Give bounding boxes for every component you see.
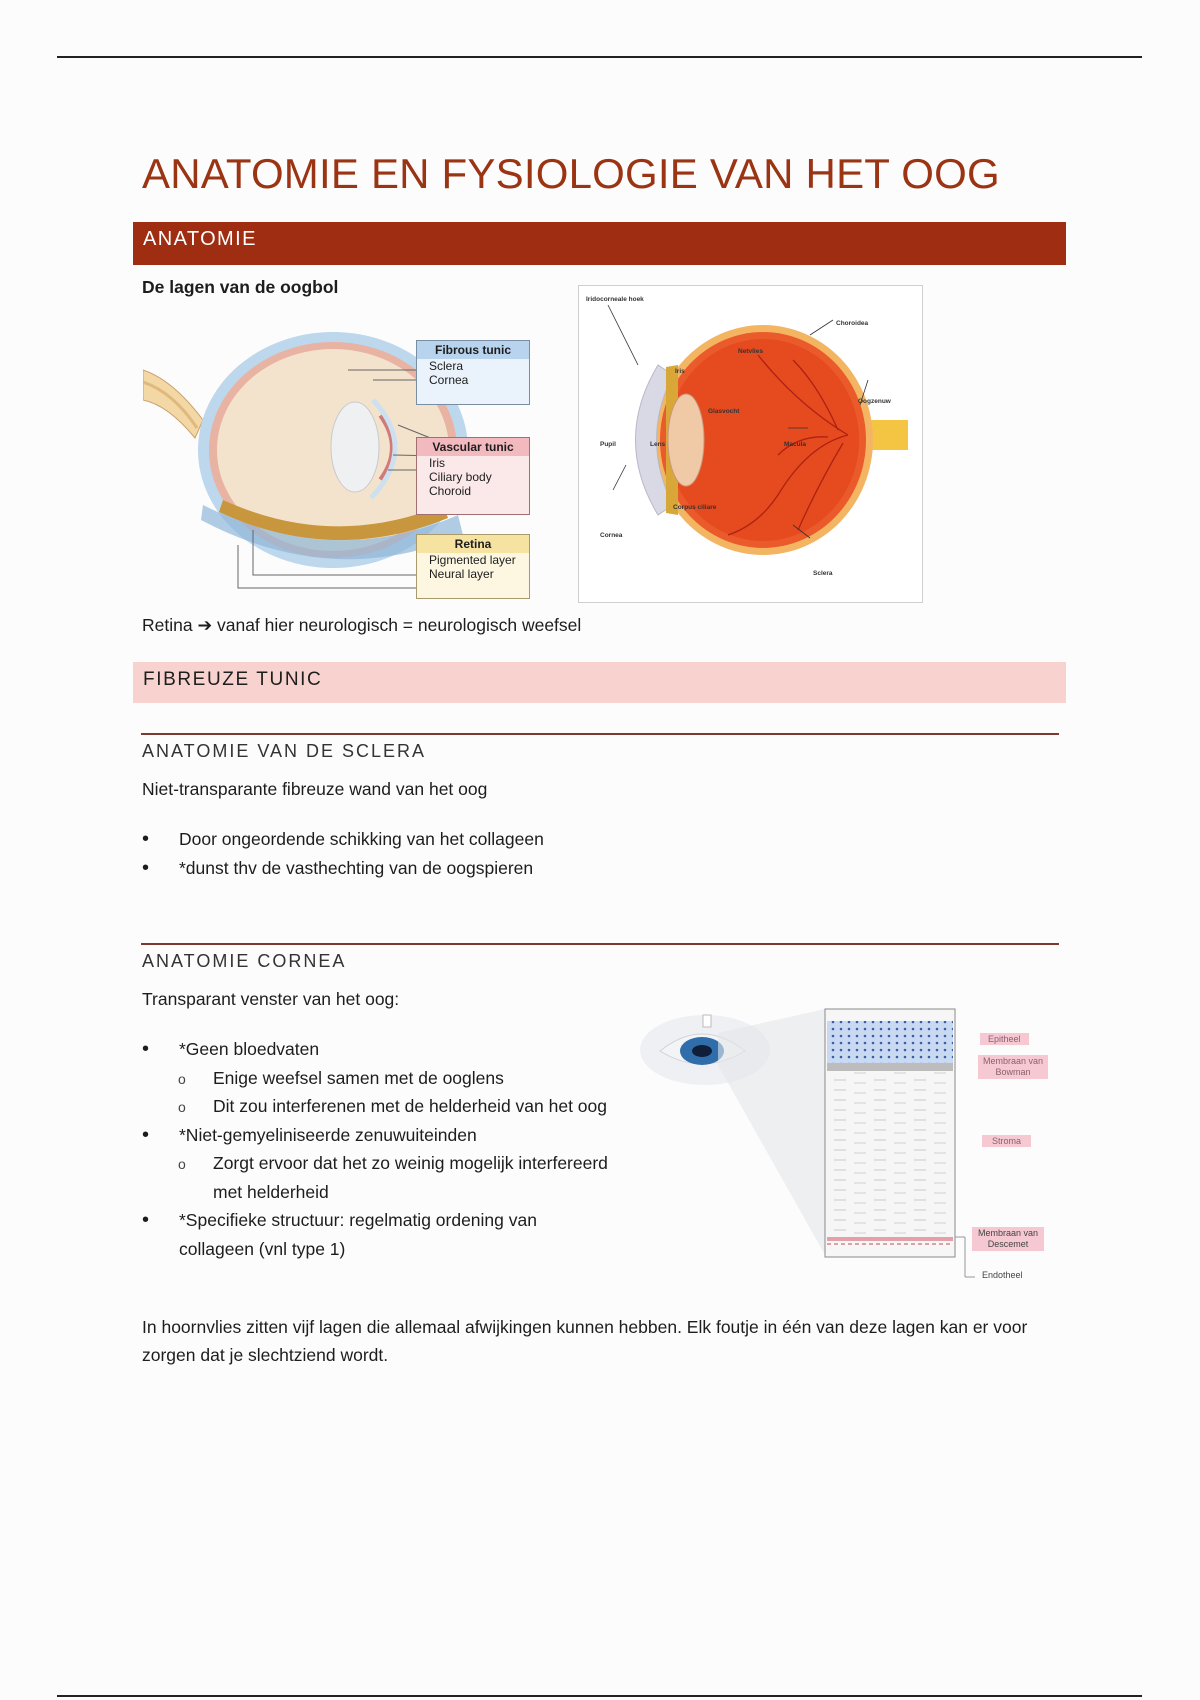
vascular-item: Choroid bbox=[429, 484, 472, 498]
bullet-text: *Niet-gemyeliniseerde zenuwuiteinden bbox=[179, 1124, 477, 1145]
vascular-item: Iris bbox=[429, 456, 445, 470]
retina-item: Pigmented layer bbox=[429, 553, 516, 567]
divider-cornea bbox=[141, 943, 1059, 945]
fig-label-iris: Iris bbox=[675, 368, 685, 375]
eye-cross-section-figure bbox=[578, 285, 923, 603]
layers-heading: De lagen van de oogbol bbox=[142, 277, 339, 297]
sub-list-item: o Dit zou interferenen met de helderheid van het oog bbox=[142, 1092, 612, 1121]
page-title: ANATOMIE EN FYSIOLOGIE VAN HET OOG bbox=[142, 150, 1000, 197]
section-label: FIBREUZE TUNIC bbox=[143, 669, 323, 690]
cornea-heading: ANATOMIE CORNEA bbox=[142, 951, 347, 971]
list-item: • *Specifieke structuur: regelmatig ordening van collageen (vnl type 1) bbox=[142, 1206, 612, 1263]
sub-list-item: o Enige weefsel samen met de ooglens bbox=[142, 1064, 612, 1093]
cornea-label-epitheel: Epitheel bbox=[980, 1033, 1029, 1045]
sclera-heading: ANATOMIE VAN DE SCLERA bbox=[142, 741, 427, 761]
fig-label-pupil: Pupil bbox=[600, 441, 616, 448]
divider-sclera bbox=[141, 733, 1059, 735]
fibrous-tunic-box bbox=[416, 340, 530, 405]
section-band-anatomie bbox=[133, 222, 1066, 265]
fig-label-netvlies: Netvlies bbox=[738, 348, 763, 355]
vascular-tunic-title: Vascular tunic bbox=[417, 438, 529, 456]
bottom-rule bbox=[57, 1695, 1142, 1697]
list-item bbox=[142, 1035, 612, 1121]
cornea-label-descemet: Membraan van Descemet bbox=[972, 1227, 1044, 1251]
sub-list bbox=[142, 1149, 612, 1206]
fig-label-oogzenuw: Oogzenuw bbox=[858, 398, 891, 405]
cornea-label-bowman: Membraan van Bowman bbox=[978, 1055, 1048, 1079]
section-label: ANATOMIE bbox=[143, 228, 257, 250]
fig-label-sclera: Sclera bbox=[813, 570, 833, 577]
vascular-item: Ciliary body bbox=[429, 470, 492, 484]
cornea-intro: Transparant venster van het oog: bbox=[142, 989, 400, 1009]
sub-list bbox=[142, 1064, 612, 1121]
list-item bbox=[142, 1121, 612, 1207]
fig-label-macula: Macula bbox=[784, 441, 807, 448]
fig-label-glasvocht: Glasvocht bbox=[708, 408, 740, 415]
fig-label-corpus-ciliare: Corpus ciliare bbox=[673, 504, 717, 511]
fig-label-cornea: Cornea bbox=[600, 532, 623, 539]
cornea-label-endotheel: Endotheel bbox=[982, 1270, 1023, 1280]
sclera-intro: Niet-transparante fibreuze wand van het oog bbox=[142, 779, 488, 799]
fibrous-tunic-title: Fibrous tunic bbox=[417, 341, 529, 359]
sclera-bullet-list bbox=[142, 825, 544, 882]
cornea-outro: In hoornvlies zitten vijf lagen die allemaal afwijkingen kunnen hebben. Elk foutje in één van deze lagen kan er voor zorgen dat je slechtziend wordt. bbox=[142, 1317, 1028, 1365]
fig-label-choroidea: Choroidea bbox=[836, 320, 869, 327]
fig-label-iridocorneal: Iridocorneale hoek bbox=[586, 296, 644, 303]
top-rule bbox=[57, 56, 1142, 58]
fibrous-item: Cornea bbox=[429, 373, 469, 387]
cornea-bullet-list bbox=[142, 1035, 612, 1263]
retina-title: Retina bbox=[417, 535, 529, 553]
fig-label-lens: Lens bbox=[650, 441, 666, 448]
bullet-text: *Geen bloedvaten bbox=[179, 1039, 320, 1059]
section-band-fibreuze-tunic bbox=[133, 662, 1066, 703]
list-item: • *dunst thv de vasthechting van de oogspieren bbox=[142, 854, 544, 883]
vascular-tunic-box bbox=[416, 437, 530, 515]
list-item: • Door ongeordende schikking van het collageen bbox=[142, 825, 544, 854]
sub-list-item: o Zorgt ervoor dat het zo weinig mogelijk interfereerd met helderheid bbox=[142, 1149, 612, 1206]
fibrous-item: Sclera bbox=[429, 359, 464, 373]
retina-box bbox=[416, 534, 530, 599]
retina-item: Neural layer bbox=[429, 567, 494, 581]
cornea-label-stroma: Stroma bbox=[982, 1135, 1031, 1147]
retina-note: Retina ➔ vanaf hier neurologisch = neurologisch weefsel bbox=[142, 615, 582, 635]
